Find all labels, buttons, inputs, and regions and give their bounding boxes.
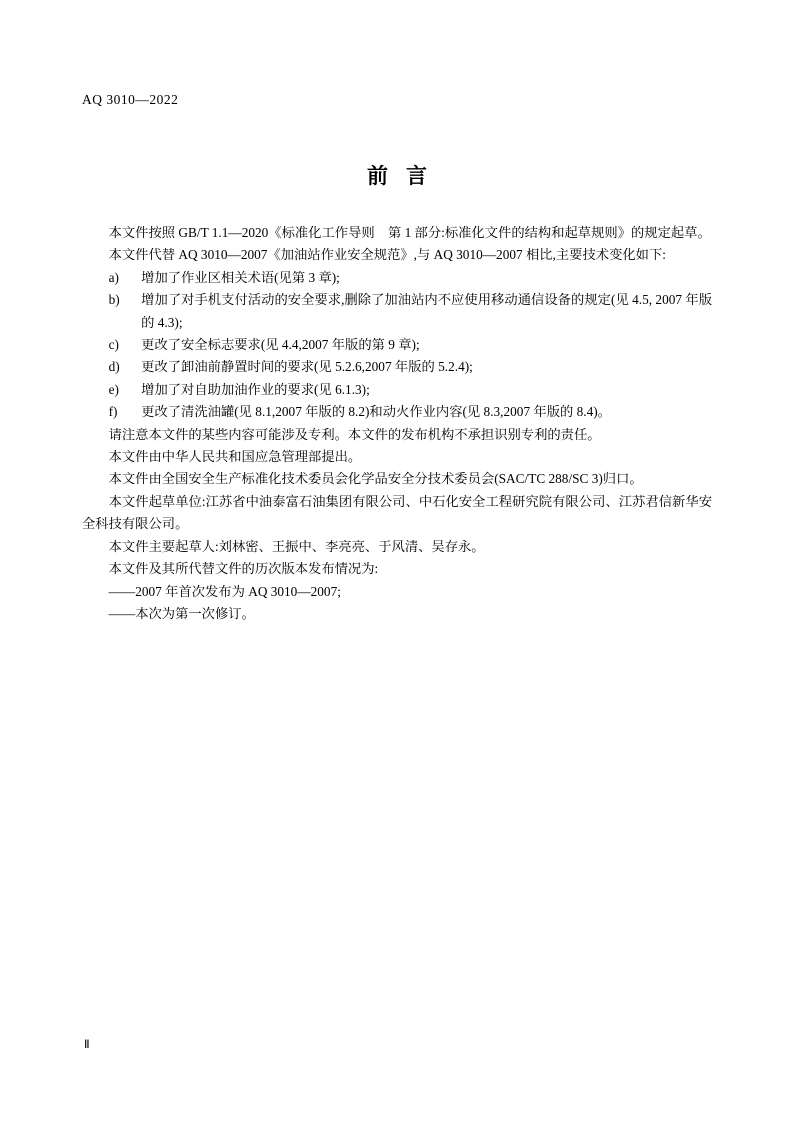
paragraph: 本文件由中华人民共和国应急管理部提出。 bbox=[108, 449, 362, 465]
history-item: ——本次为第一次修订。 bbox=[108, 605, 255, 621]
paragraph: 本文件主要起草人:刘林密、王振中、李亮亮、于风清、吴存永。 bbox=[108, 538, 485, 554]
standard-number-header: AQ 3010—2022 bbox=[82, 92, 179, 107]
list-item bbox=[82, 267, 712, 289]
list-item-marker: a) bbox=[108, 269, 119, 285]
list-item-label: 更改了清洗油罐(见 8.1,2007 年版的 8.2)和动火作业内容(见 8.3,2007 年版的 8.4)。 bbox=[141, 404, 611, 420]
paragraph: 请注意本文件的某些内容可能涉及专利。本文件的发布机构不承担识别专利的责任。 bbox=[108, 426, 601, 442]
list-item-marker: f) bbox=[108, 404, 118, 420]
list-item-label: 更改了卸油前静置时间的要求(见 5.2.6,2007 年版的 5.2.4); bbox=[141, 359, 473, 375]
page-number: Ⅱ bbox=[84, 1039, 90, 1051]
list-item-label: 增加了对自助加油作业的要求(见 6.1.3); bbox=[141, 381, 370, 397]
paragraph: 本文件及其所代替文件的历次版本发布情况为: bbox=[108, 561, 379, 577]
paragraph: 本文件由全国安全生产标准化技术委员会化学品安全分技术委员会(SAC/TC 288/SC 3)归口。 bbox=[108, 471, 643, 487]
list-item-label: 更改了安全标志要求(见 4.4,2007 年版的第 9 章); bbox=[141, 337, 420, 353]
paragraph: 本文件代替 AQ 3010—2007《加油站作业安全规范》,与 AQ 3010—2007 相比,主要技术变化如下: bbox=[108, 247, 666, 263]
foreword-body bbox=[82, 222, 712, 625]
list-item-marker: c) bbox=[108, 337, 119, 353]
list-item bbox=[82, 289, 712, 334]
list-item bbox=[82, 334, 712, 356]
list-item-label: 增加了作业区相关术语(见第 3 章); bbox=[141, 269, 340, 285]
list-item bbox=[82, 401, 712, 423]
list-item bbox=[82, 356, 712, 378]
list-item-marker: e) bbox=[108, 381, 119, 397]
page-title: 前言 bbox=[367, 164, 445, 188]
list-item bbox=[82, 379, 712, 401]
list-item-label: 增加了对手机支付活动的安全要求,删除了加油站内不应使用移动通信设备的规定(见 4.5, 2007 年版的 4.3); bbox=[141, 292, 712, 330]
list-item-marker: b) bbox=[108, 292, 120, 308]
list-item-marker: d) bbox=[108, 359, 120, 375]
paragraph: 本文件按照 GB/T 1.1—2020《标准化工作导则 第 1 部分:标准化文件的结构和起草规则》的规定起草。 bbox=[108, 225, 711, 240]
paragraph: 本文件起草单位:江苏省中油泰富石油集团有限公司、中石化安全工程研究院有限公司、江苏君信新华安全科技有限公司。 bbox=[82, 493, 712, 532]
history-item: ——2007 年首次发布为 AQ 3010—2007; bbox=[108, 583, 341, 599]
